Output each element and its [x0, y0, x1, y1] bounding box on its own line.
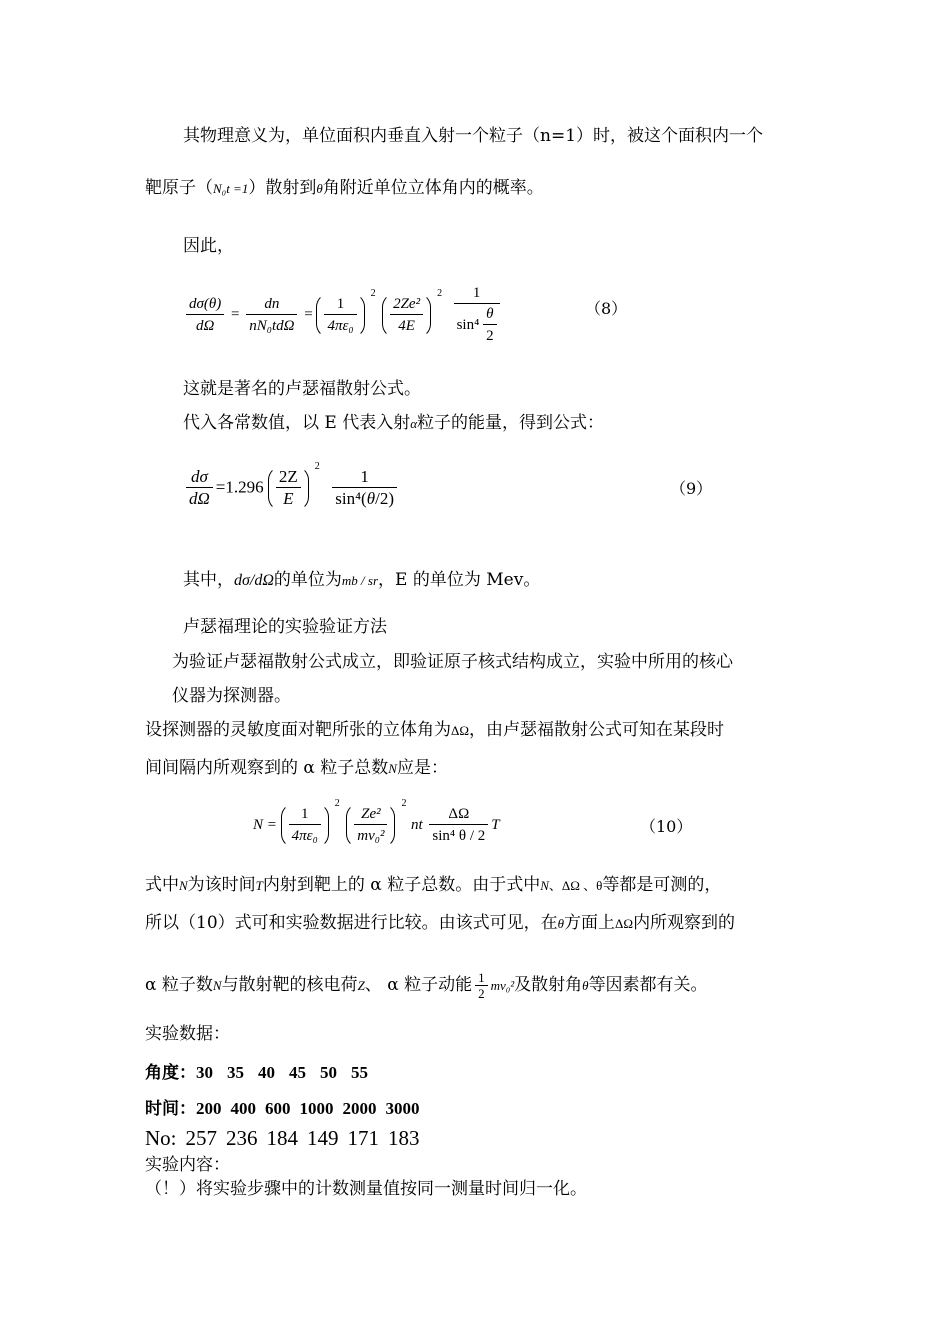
- section-heading-method: 卢瑟福理论的实验验证方法: [183, 617, 387, 637]
- time-value: 2000: [342, 1099, 377, 1118]
- time-value: 3000: [385, 1099, 420, 1118]
- eq10-paren-2: $\frac{\text{Ze²}}{\text{mv₀²}}$ 2: [346, 803, 395, 848]
- frac-den: 2: [478, 985, 485, 1001]
- eq8-lhs: [186, 294, 224, 337]
- text-segment: 其中，: [183, 570, 234, 590]
- count-row: [145, 1126, 420, 1151]
- angle-value: 35: [227, 1063, 244, 1082]
- angle-label: 角度：: [145, 1063, 196, 1082]
- therefore-text: 因此，: [183, 236, 234, 256]
- frac-den: nN₀tdΩ: [249, 317, 295, 334]
- symbol-theta: θ: [582, 978, 589, 993]
- count-value: 171: [347, 1126, 379, 1150]
- coefficient: =1.296: [215, 477, 264, 497]
- equals-sign: =: [231, 306, 240, 323]
- symbol-delta-omega: ΔΩ: [615, 916, 634, 931]
- text-segment: 等都是可测的，: [602, 875, 722, 895]
- text-segment: 代入各常数值，以 E 代表入射: [183, 413, 411, 433]
- symbol-list: 、ΔΩ 、θ: [548, 878, 603, 893]
- sin-part: sin⁴: [335, 489, 362, 508]
- text-segment: 的单位为: [273, 570, 342, 590]
- units-text: [183, 562, 540, 599]
- eq9-sin-term: [332, 467, 397, 510]
- text-segment: 间间隔内所观察到的 α 粒子总数: [145, 758, 389, 778]
- explain-line-1: [145, 873, 721, 898]
- two: 2: [379, 489, 389, 508]
- frac-num: 2Ze²: [390, 294, 423, 315]
- text-segment: ，E 的单位为 Mev。: [378, 570, 541, 590]
- frac-den: E: [283, 489, 294, 508]
- symbol-n: N: [388, 761, 397, 776]
- text-segment: 内所观察到的: [633, 913, 736, 933]
- angle-value: 45: [289, 1063, 306, 1082]
- frac-num: dσ(θ): [186, 294, 224, 315]
- text-segment: 为该时间: [187, 875, 256, 895]
- eq10-t: T: [491, 816, 500, 833]
- time-value: 400: [230, 1099, 256, 1118]
- text-segment: 及散射角: [514, 975, 583, 995]
- eq9-lhs: [186, 467, 213, 510]
- eq8-paren-2: $\frac{\text{2Ze²}}{4E}$ 2: [382, 293, 431, 338]
- frac-num: Ze²: [354, 804, 387, 825]
- text-segment: 应是：: [396, 758, 448, 778]
- frac-num: dn: [246, 294, 297, 315]
- frac-den: 4πε₀: [327, 317, 354, 334]
- angle-row: [145, 1058, 368, 1083]
- text-segment: 所以（10）式可和实验数据进行比较。由该式可见，在: [145, 913, 558, 933]
- text-segment: 与散射靶的核电荷: [221, 975, 358, 995]
- experiment-content-step-1: （！）将实验步骤中的计数测量值按同一测量时间归一化。: [145, 1179, 587, 1199]
- explain-line-3: [145, 965, 708, 1006]
- half-fraction: [475, 970, 488, 1002]
- detector-line-2: [145, 756, 448, 781]
- text-segment: 粒子的能量，得到公式：: [417, 413, 605, 433]
- frac-den: sin⁴ θ / 2: [432, 828, 486, 844]
- experiment-content-label: 实验内容：: [145, 1155, 230, 1175]
- paragraph-physical-meaning: 其物理意义为，单位面积内垂直入射一个粒子（n=1）时，被这个面积内一个: [183, 126, 764, 146]
- angle-value: 40: [258, 1063, 275, 1082]
- eq9-paren: $\frac{2Z}{E}$ 2: [268, 466, 309, 511]
- text-segment: α 粒子数: [145, 975, 213, 995]
- frac-den: dΩ: [189, 489, 210, 508]
- equation-number-10: （10）: [640, 817, 693, 836]
- equation-number-8: （8）: [585, 299, 628, 318]
- eq10-n: N =: [253, 816, 277, 833]
- frac-num: 1: [289, 804, 321, 825]
- symbol-alpha: α: [410, 416, 418, 431]
- detector-line-1: [145, 718, 724, 743]
- frac-den: 4πε₀: [291, 828, 318, 844]
- frac-num: 2Z: [276, 467, 301, 488]
- symbol-theta: θ: [557, 916, 565, 931]
- time-value: 1000: [299, 1099, 334, 1118]
- eq10-sin-term: [429, 804, 488, 847]
- text-segment: ）散射到: [248, 178, 317, 198]
- eq8-sin-term: [454, 283, 500, 347]
- frac-den: mv₀²: [357, 828, 385, 844]
- equation-10: [253, 798, 500, 848]
- text-segment: 等因素都有关。: [588, 975, 708, 995]
- angle-value: 55: [351, 1063, 368, 1082]
- frac-den: dΩ: [254, 572, 274, 589]
- text-segment: 、 α 粒子动能: [364, 975, 473, 995]
- frac-num: 1: [332, 467, 397, 488]
- count-value: 184: [266, 1126, 298, 1150]
- frac-den: 2: [486, 328, 494, 344]
- symbol-delta-omega: ΔΩ: [451, 723, 470, 738]
- frac-num: dσ: [186, 467, 213, 488]
- text-segment: 方面上: [564, 913, 616, 933]
- units-fraction: dσ/dΩ: [234, 572, 274, 589]
- equation-8: [183, 283, 503, 347]
- substitute-constants-text: [183, 411, 604, 436]
- symbol-t: T: [255, 878, 263, 893]
- count-value: 149: [307, 1126, 339, 1150]
- verify-line-2: 仪器为探测器。: [172, 686, 291, 706]
- paragraph-target-atom: [145, 176, 544, 201]
- frac-num: 1: [454, 283, 500, 304]
- text-segment: ，由卢瑟福散射公式可知在某段时: [469, 720, 725, 740]
- symbol-n: N: [179, 878, 188, 893]
- count-label: No:: [145, 1126, 177, 1150]
- text-segment: 靶原子（: [145, 178, 213, 198]
- text-segment: 设探测器的灵敏度面对靶所张的立体角为: [145, 720, 451, 740]
- symbol-z: Z: [357, 978, 365, 993]
- text-segment: 内射到靶上的 α 粒子总数。由于式中: [262, 875, 541, 895]
- frac-num: θ: [483, 304, 497, 325]
- verify-line-1: 为验证卢瑟福散射公式成立，即验证原子核式结构成立，实验中所用的核心: [172, 652, 733, 672]
- equation-9: [183, 461, 400, 511]
- frac-den: sin⁴(θ/2): [335, 489, 394, 508]
- frac-num: 1: [324, 294, 356, 315]
- eq10-nt: nt: [410, 816, 423, 833]
- time-value: 200: [196, 1099, 222, 1118]
- time-value: 600: [265, 1099, 291, 1118]
- experiment-data-label: 实验数据：: [145, 1024, 230, 1044]
- symbol-n: N: [212, 978, 222, 993]
- count-value: 183: [388, 1126, 420, 1150]
- symbol-n: N: [540, 878, 549, 893]
- angle-value: 50: [320, 1063, 337, 1082]
- text-segment: 式中: [145, 875, 179, 895]
- eq8-mid: [246, 294, 297, 337]
- symbol-mv: mv₀²: [490, 978, 515, 993]
- symbol-n0t: N₀t =1: [213, 181, 249, 196]
- frac-den: dΩ: [195, 317, 215, 334]
- frac-num: 1: [475, 970, 488, 986]
- symbol-theta: θ: [316, 181, 323, 196]
- frac-num: ΔΩ: [429, 804, 488, 825]
- frac-num: dσ: [234, 572, 250, 589]
- count-value: 257: [185, 1126, 217, 1150]
- equation-number-9: （9）: [670, 479, 713, 498]
- rutherford-formula-text: 这就是著名的卢瑟福散射公式。: [183, 379, 421, 399]
- count-value: 236: [226, 1126, 258, 1150]
- eq10-paren-1: $\frac{1}{\text{4πε₀}}$ 2: [281, 803, 329, 848]
- time-row: [145, 1094, 420, 1119]
- frac-den: 4E: [398, 317, 415, 334]
- sin-part: sin⁴: [456, 316, 480, 333]
- equals-sign: =: [304, 306, 313, 323]
- theta: θ: [366, 489, 376, 508]
- text-segment: 角附近单位立体角内的概率。: [322, 178, 544, 198]
- unit-mb-per-sr: mb / sr: [341, 573, 379, 588]
- eq8-paren-1: $\frac{1}{\text{4πε₀}}$ 2: [316, 293, 364, 338]
- explain-line-2: [145, 911, 735, 936]
- frac-den: [454, 304, 500, 347]
- time-label: 时间：: [145, 1099, 196, 1118]
- angle-value: 30: [196, 1063, 213, 1082]
